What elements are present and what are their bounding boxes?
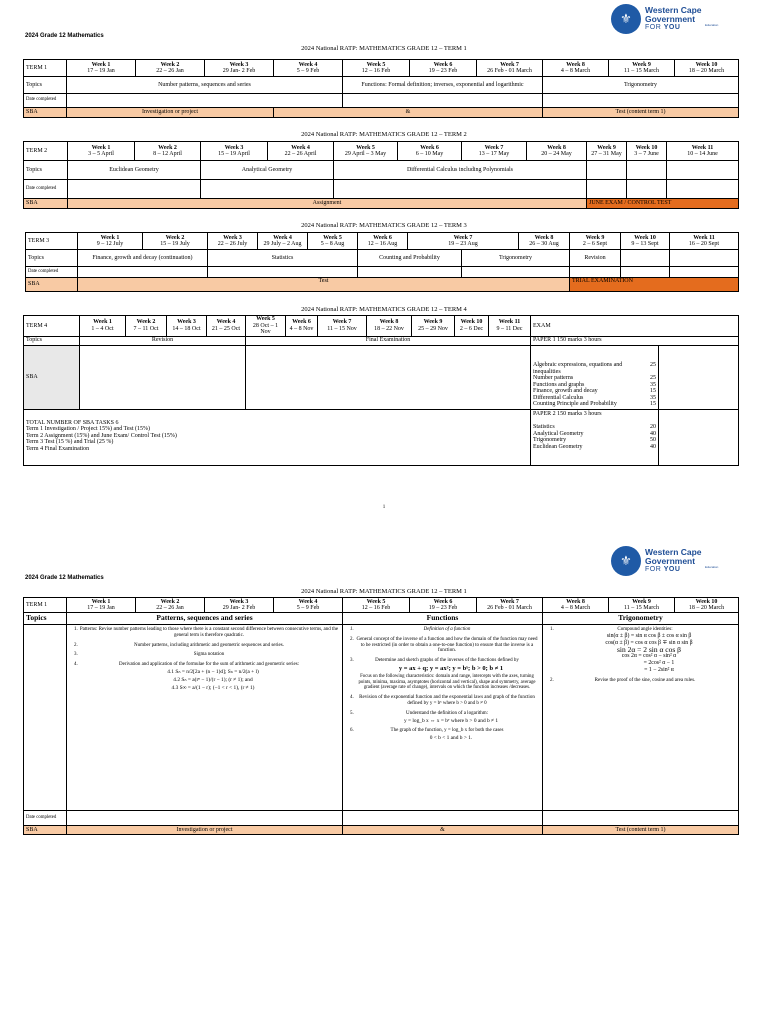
topic-cell: Differential Calculus including Polynomials — [334, 161, 587, 180]
week-cell: Week 6 19 – 23 Feb — [410, 60, 477, 77]
week-cell: Week 8 26 – 30 Aug — [519, 233, 570, 250]
term2-date-row — [24, 180, 739, 199]
functions-item: 1. Definition of a function — [355, 627, 539, 633]
topics-label: Topics — [24, 161, 68, 180]
term3-topics-row — [26, 250, 739, 267]
detail-content-row — [24, 625, 739, 811]
topic-cell: Finance, growth and decay (continuation) — [78, 250, 208, 267]
week-cell: Week 11 10 – 14 June — [667, 142, 739, 161]
week-cell: Week 10 18 – 20 March — [675, 60, 739, 77]
patterns-item: 4. Derivation and application of the formulae for the sum of arithmetic and geometric series: 4.1 Sₙ = n/2[2a + (n − 1)d]; Sₙ = n/2(a + l) 4.2 Sₙ = a(rⁿ − 1)/(r − 1); (r ≠ 1); and 4.3 S∞ = a/(1 − r); (−1 < r < 1), (r ≠ 1) — [79, 662, 339, 691]
paper2-item: Euclidean Geometry 40 — [533, 443, 656, 450]
sba-total-line: Term 2 Assignment (15%) and June Exam/ Control Test (15%) — [26, 432, 177, 439]
patterns-item: 3. Sigma notation — [79, 652, 339, 658]
paper2-item: Analytical Geometry 40 — [533, 430, 656, 437]
sba-task: Test (content term 1) — [543, 108, 739, 118]
paper1-item: Differential Calculus 35 — [533, 394, 656, 401]
paper2-item: Trigonometry 50 — [533, 437, 656, 443]
week-cell: Week 8 20 – 24 May — [527, 142, 587, 161]
sba-cell — [80, 345, 246, 409]
paper1-item: Algebraic expressions, equations and inequalities 25 — [533, 362, 656, 375]
sba-totals — [24, 409, 531, 465]
formula: cos(α ± β) = cos α cos β ∓ sin α sin β — [605, 639, 693, 646]
sba-exam: JUNE EXAM / CONTROL TEST — [587, 199, 739, 209]
topic-cell: Revision — [80, 336, 246, 345]
exam-header: EXAM — [531, 316, 739, 337]
week-cell: Week 6 6 – 10 May — [398, 142, 462, 161]
empty-cell — [667, 161, 739, 180]
sba-total-line: Term 3 Test (15 %) and Trial (25 %) — [26, 439, 114, 445]
date-cell — [358, 267, 462, 278]
sba-label: SBA — [24, 199, 68, 209]
functions-item: 3. Determine and sketch graphs of the inverses of the functions defined by y = ax + q; y = ax²; y = bˣ; b > 0; b ≠ 1 Focus on the following characteristics: domain and range, intercepts with the axes, turning points, minima, maxima, asymptotes (horizontal and vertical), shape and symmetry, average gradient (average rate of change), intervals on which the function increases /decreases. — [355, 658, 539, 691]
formula: 0 < b < 1 and b > 1. — [429, 735, 473, 742]
paper1-item: Number patterns 25 — [533, 375, 656, 381]
week-cell: Week 1 17 – 19 Jan — [67, 598, 136, 613]
week-cell: Week 4 21 – 25 Oct — [207, 316, 246, 337]
week-cell: Week 3 14 – 18 Oct — [167, 316, 207, 337]
sba-task: Test (content term 1) — [543, 826, 739, 835]
topic-header: Patterns, sequences and series — [67, 613, 343, 625]
paper2-block — [531, 409, 659, 465]
week-cell: Week 1 9 – 12 July — [78, 233, 143, 250]
date-cell — [570, 267, 621, 278]
topic-header: Trigonometry — [543, 613, 739, 625]
week-cell: Week 6 19 – 23 Feb — [410, 598, 477, 613]
topic-cell: Revision — [570, 250, 621, 267]
formula: sin(α ± β) = sin α cos β ± cos α sin β — [606, 632, 692, 639]
document-title: 2024 Grade 12 Mathematics — [25, 33, 104, 39]
date-cell — [587, 180, 627, 199]
week-cell: Week 10 2 – 6 Dec — [455, 316, 489, 337]
empty-cell — [670, 250, 739, 267]
empty-cell — [659, 409, 739, 465]
sba-label: SBA — [26, 278, 78, 292]
date-cell — [343, 811, 543, 826]
week-cell: Week 4 29 July – 2 Aug — [258, 233, 308, 250]
formula: 4.1 Sₙ = n/2[2a + (n − 1)d]; Sₙ = n/2(a + l) — [167, 668, 259, 675]
week-cell: Week 5 12 – 16 Feb — [343, 598, 410, 613]
term-label: TERM 2 — [24, 142, 68, 161]
week-cell: Week 5 12 – 16 Feb — [343, 60, 410, 77]
formula: cos 2α = cos² α − sin² α — [621, 653, 677, 660]
empty-cell — [621, 250, 670, 267]
sba-total-line: Term 1 Investigation / Project 15%) and Test (15%) — [26, 426, 151, 432]
topic-cell: Number patterns, sequences and series — [67, 77, 343, 94]
term4-topics-row — [24, 336, 739, 345]
date-cell — [627, 180, 667, 199]
date-cell — [208, 267, 358, 278]
trig-item: 1. Compound angle identities: sin(α ± β) = sin α cos β ± cos α sin β cos(α ± β) = cos α cos β ∓ sin α sin β sin 2α = 2 sin α cos β cos 2α = cos² α − sin² α = 2cos² α − 1 = 1 − 2sin² α — [555, 627, 735, 674]
sba-label: SBA — [24, 826, 67, 835]
week-cell: Week 2 15 – 19 July — [143, 233, 208, 250]
sba-total-line: Term 4 Final Examination — [26, 445, 90, 452]
topic-cell: Analytical Geometry — [201, 161, 334, 180]
week-cell: Week 5 5 – 8 Aug — [308, 233, 358, 250]
week-cell: Week 3 29 Jan- 2 Feb — [205, 60, 274, 77]
term1-date-row — [24, 94, 739, 108]
week-cell: Week 8 18 – 22 Nov — [367, 316, 412, 337]
term-label: TERM 4 — [24, 316, 80, 337]
formula: y = ax + q; y = ax²; y = bˣ; b > 0; b ≠ 1 — [398, 664, 504, 672]
detail-topics-row — [24, 613, 739, 625]
term1-detail-table — [23, 597, 739, 835]
week-cell: Week 6 12 – 16 Aug — [358, 233, 408, 250]
date-cell — [543, 811, 739, 826]
logo-tagline: FOR YOU — [645, 24, 681, 31]
paper1-item: Counting Principle and Probability 15 — [533, 401, 656, 407]
date-completed-label: Date completed — [24, 811, 67, 826]
sba-task: & — [274, 108, 543, 118]
week-cell: Week 9 25 – 29 Nov — [412, 316, 455, 337]
term3-table — [25, 232, 739, 292]
functions-item: 2. General concept of the inverse of a function and how the domain of the function may need to be restricted (in order to obtain a one-to-one function) to ensure that the inverse is a function. — [355, 637, 539, 654]
date-cell — [543, 94, 739, 108]
date-cell — [667, 180, 739, 199]
week-cell: Week 10 18 – 20 March — [675, 598, 739, 613]
week-cell: Week 5 29 April – 3 May — [334, 142, 398, 161]
week-cell: Week 3 22 – 26 July — [208, 233, 258, 250]
sba-label: SBA — [24, 108, 67, 118]
coat-of-arms-icon: ⚜ — [611, 546, 641, 576]
week-cell: Week 1 1 – 4 Oct — [80, 316, 126, 337]
term3-week-row — [26, 233, 739, 250]
date-completed-label: Date completed — [24, 180, 68, 199]
week-cell: Week 10 3 – 7 June — [627, 142, 667, 161]
sba-label: SBA — [24, 345, 80, 409]
date-cell — [68, 180, 201, 199]
topics-label: Topics — [24, 613, 67, 625]
term1-topics-row — [24, 77, 739, 94]
date-cell — [201, 180, 334, 199]
functions-item: 6. The graph of the function, y = log_b x for both the cases 0 < b < 1 and b > 1. — [355, 728, 539, 742]
term-label: TERM 1 — [24, 60, 67, 77]
coat-of-arms-icon: ⚜ — [611, 4, 641, 34]
sba-cell — [246, 345, 531, 409]
term2-week-row — [24, 142, 739, 161]
term1-caption: 2024 National RATP: MATHEMATICS GRADE 12 – TERM 1 — [301, 45, 467, 52]
date-completed-label: Date completed — [26, 267, 78, 278]
term2-caption: 2024 National RATP: MATHEMATICS GRADE 12 – TERM 2 — [301, 131, 467, 138]
topics-label: Topics — [24, 336, 80, 345]
patterns-item: 1. Patterns: Revise number patterns leading to those where there is a constant second difference between consecutive terms, and the general term is therefore quadratic. — [79, 627, 339, 639]
page-2 — [0, 512, 768, 1024]
week-cell: Week 8 4 – 8 March — [543, 598, 609, 613]
formula: 4.3 S∞ = a/(1 − r); (−1 < r < 1), (r ≠ 1) — [171, 684, 255, 691]
paper1-item: Functions and graphs 35 — [533, 381, 656, 388]
document-title: 2024 Grade 12 Mathematics — [25, 575, 104, 581]
logo-name: Western Cape Government — [645, 547, 702, 566]
logo-dept: Education — [705, 23, 719, 27]
date-cell — [462, 267, 570, 278]
paper2-title: PAPER 2 150 marks 3 hours — [533, 410, 602, 417]
logo-dept: Education — [705, 565, 719, 569]
formula: sin 2α = 2 sin α cos β — [616, 645, 682, 655]
formula: 4.2 Sₙ = a(rⁿ − 1)/(r − 1); (r ≠ 1); and — [173, 676, 253, 683]
term2-topics-row — [24, 161, 739, 180]
functions-item: 4. Revision of the exponential function and the exponential laws and graph of the function defined by y = bˣ where b > 0 and b ≠ 0 — [355, 695, 539, 707]
sba-task: Investigation or project — [67, 826, 343, 835]
date-cell — [343, 94, 543, 108]
trig-content — [543, 625, 739, 811]
term1-week-row — [24, 60, 739, 77]
sba-task: Assignment — [68, 199, 587, 209]
topic-cell: Trigonometry — [462, 250, 570, 267]
term4-totals-row — [24, 409, 739, 465]
week-cell: Week 9 27 – 31 May — [587, 142, 627, 161]
empty-cell — [659, 345, 739, 409]
week-cell: Week 10 9 – 13 Sept — [621, 233, 670, 250]
patterns-content — [67, 625, 343, 811]
topics-label: Topics — [24, 77, 67, 94]
detail-caption: 2024 National RATP: MATHEMATICS GRADE 12 – TERM 1 — [301, 588, 467, 595]
topic-header: Functions — [343, 613, 543, 625]
paper2-item: Statistics 20 — [533, 424, 656, 430]
week-cell: Week 7 11 – 15 Nov — [318, 316, 367, 337]
term4-sba-row — [24, 345, 739, 409]
week-cell: Week 6 4 – 8 Nov — [286, 316, 318, 337]
term4-table — [23, 315, 739, 466]
term2-table — [23, 141, 739, 209]
detail-sba-row — [24, 826, 739, 835]
week-cell: Week 4 5 – 9 Feb — [274, 598, 343, 613]
term1-sba-row — [24, 108, 739, 118]
detail-date-row — [24, 811, 739, 826]
detail-week-row — [24, 598, 739, 613]
logo-tagline: FOR YOU — [645, 566, 681, 573]
functions-item: 5. Understand the definition of a logarithm: y = log_b x ⇔ x = bʸ where b > 0 and b ≠ 1 — [355, 711, 539, 725]
date-cell — [670, 267, 739, 278]
week-cell: Week 4 22 – 26 April — [268, 142, 334, 161]
functions-content — [343, 625, 543, 811]
date-cell — [621, 267, 670, 278]
week-cell: Week 4 5 – 9 Feb — [274, 60, 343, 77]
topic-cell: Statistics — [208, 250, 358, 267]
date-cell — [78, 267, 208, 278]
week-cell: Week 3 29 Jan- 2 Feb — [205, 598, 274, 613]
week-cell: Week 7 19 – 23 Aug — [408, 233, 519, 250]
paper1-item: Finance, growth and decay 15 — [533, 388, 656, 394]
wcg-logo — [611, 546, 721, 582]
week-cell: Week 1 17 – 19 Jan — [67, 60, 136, 77]
week-cell: Week 9 11 – 15 March — [609, 60, 675, 77]
formula: y = log_b x ⇔ x = bʸ where b > 0 and b ≠ 1 — [403, 717, 499, 724]
patterns-item: 2. Number patterns, including arithmetic and geometric sequences and series. — [79, 643, 339, 649]
week-cell: Week 2 8 – 12 April — [135, 142, 201, 161]
week-cell: Week 11 9 – 11 Dec — [489, 316, 531, 337]
paper1-title: PAPER 1 150 marks 3 hours — [531, 336, 739, 345]
term3-date-row — [26, 267, 739, 278]
trig-item: 2. Revise the proof of the sine, cosine and area rules. — [555, 678, 735, 684]
formula: = 1 − 2sin² α — [644, 666, 674, 673]
term3-caption: 2024 National RATP: MATHEMATICS GRADE 12 – TERM 3 — [301, 222, 467, 229]
paper1-topics — [531, 345, 659, 409]
term-label: TERM 1 — [24, 598, 67, 613]
empty-cell — [627, 161, 667, 180]
week-cell: Week 2 22 – 26 Jan — [136, 60, 205, 77]
week-cell: Week 11 16 – 20 Sept — [670, 233, 739, 250]
week-cell: Week 7 26 Feb - 01 March — [477, 598, 543, 613]
topic-cell: Final Examination — [246, 336, 531, 345]
date-cell — [67, 811, 343, 826]
date-cell — [67, 94, 343, 108]
page-number: 1 — [382, 505, 386, 510]
week-cell: Week 8 4 – 8 March — [543, 60, 609, 77]
topic-cell: Trigonometry — [543, 77, 739, 94]
empty-cell — [587, 161, 627, 180]
term-label: TERM 3 — [26, 233, 78, 250]
sba-task: & — [343, 826, 543, 835]
week-cell: Week 9 11 – 15 March — [609, 598, 675, 613]
empty-cell — [24, 625, 67, 811]
topic-cell: Functions: Formal definition; inverses, exponential and logarithmic — [343, 77, 543, 94]
term4-week-row — [24, 316, 739, 337]
date-completed-label: Date completed — [24, 94, 67, 108]
date-cell — [334, 180, 587, 199]
term3-sba-row — [26, 278, 739, 292]
term1-table — [23, 59, 739, 118]
sba-exam: TRIAL EXAMINATION — [570, 278, 739, 292]
wcg-logo — [611, 4, 721, 40]
sba-task: Investigation or project — [67, 108, 274, 118]
week-cell: Week 7 26 Feb - 01 March — [477, 60, 543, 77]
logo-name: Western Cape Government — [645, 5, 702, 24]
topics-label: Topics — [26, 250, 78, 267]
week-cell: Week 5 28 Oct – 1 Nov — [246, 316, 286, 337]
term2-sba-row — [24, 199, 739, 209]
sba-task: Test — [78, 278, 570, 292]
topic-cell: Euclidean Geometry — [68, 161, 201, 180]
term4-caption: 2024 National RATP: MATHEMATICS GRADE 12 – TERM 4 — [301, 306, 467, 313]
week-cell: Week 9 2 – 6 Sept — [570, 233, 621, 250]
sba-total-line: TOTAL NUMBER OF SBA TASKS 6 — [26, 419, 119, 426]
formula: = 2cos² α − 1 — [643, 659, 675, 666]
topic-cell: Counting and Probability — [358, 250, 462, 267]
week-cell: Week 2 7 – 11 Oct — [126, 316, 167, 337]
week-cell: Week 7 13 – 17 May — [462, 142, 527, 161]
week-cell: Week 2 22 – 26 Jan — [136, 598, 205, 613]
week-cell: Week 3 15 – 19 April — [201, 142, 268, 161]
week-cell: Week 1 3 – 5 April — [68, 142, 135, 161]
